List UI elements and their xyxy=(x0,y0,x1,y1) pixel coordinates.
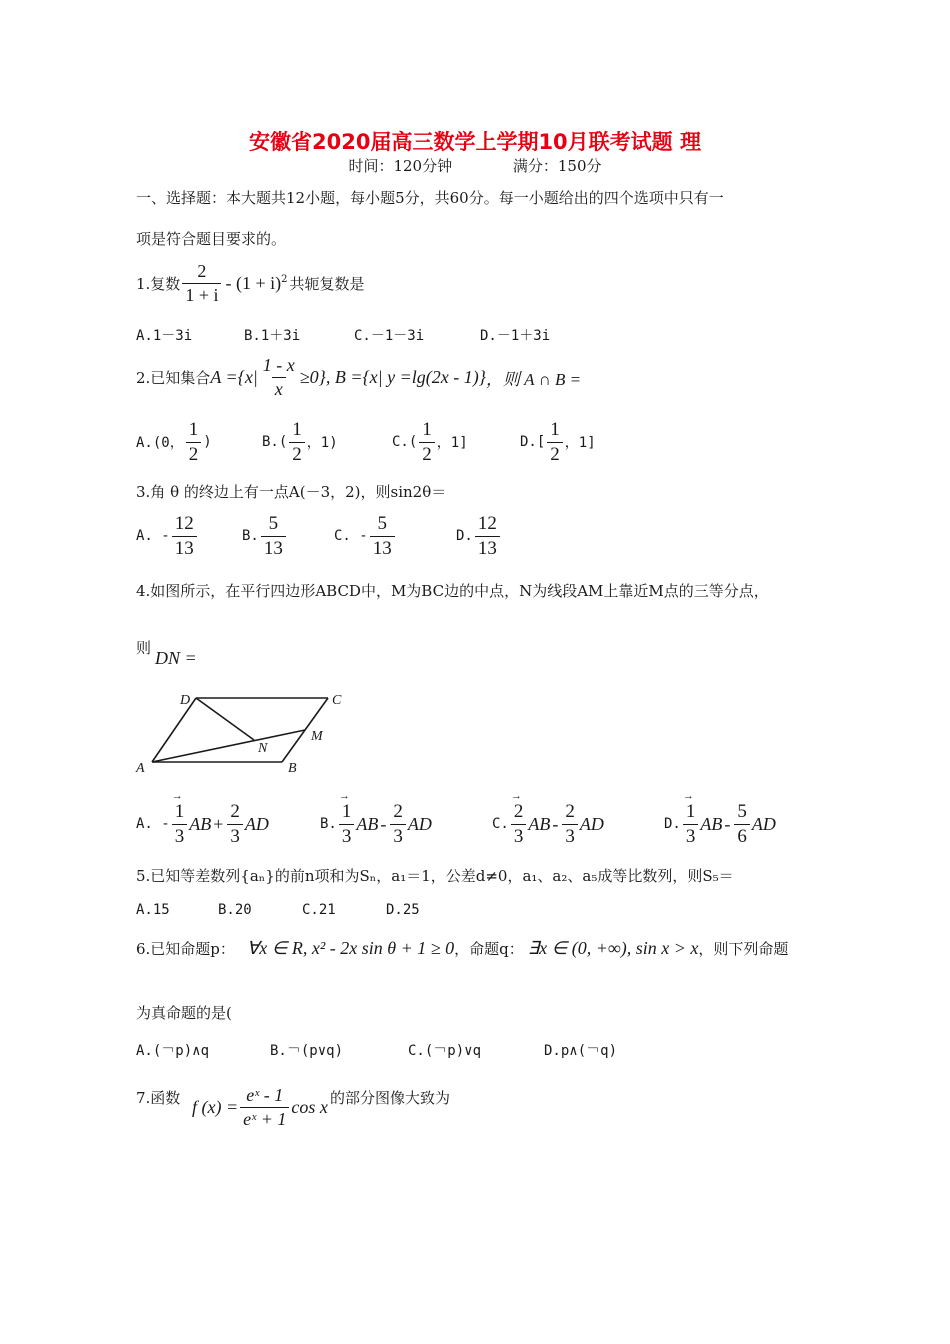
q7-lhs: f (x) = xyxy=(192,1096,239,1117)
q2-d-den: 2 xyxy=(547,442,563,465)
q4-d-frac1 xyxy=(683,802,699,847)
question-3: 3.角 θ 的终边上有一点A(－3，2)，则sin2θ＝ xyxy=(136,483,447,501)
q3-c-num: 5 xyxy=(377,513,387,534)
q2-suffix: ，则 A ∩ B = xyxy=(485,369,582,389)
q4-a-pre: A. - xyxy=(136,816,170,833)
q2-c-pre: C.( xyxy=(392,434,418,451)
section-heading: 一、选择题：本大题共12小题，每小题5分，共60分。每一小题给出的四个选项中只有一 xyxy=(136,189,724,207)
q2-c-fraction xyxy=(419,420,435,465)
q4-b-d2: 3 xyxy=(390,824,406,847)
q4-b-n2: 2 xyxy=(393,801,403,822)
page-title: 安徽省2020届高三数学上学期10月联考试题 理 xyxy=(249,130,701,154)
q4-a-d1: 3 xyxy=(172,824,188,847)
q6-option-a[interactable]: A.(￢p)∧q xyxy=(136,1043,210,1059)
q4-c-d1: 3 xyxy=(511,824,527,847)
q2-a-num: 1 xyxy=(188,419,199,440)
q4-c-n1: → 2 xyxy=(511,802,527,824)
q1-suffix: 共轭复数是 xyxy=(289,274,365,293)
label-a: A xyxy=(136,761,145,776)
q4-c-d2: 3 xyxy=(562,824,578,847)
q3-a-pre: A. - xyxy=(136,528,170,545)
q4-a-op: + xyxy=(213,813,224,834)
q3-option-b[interactable] xyxy=(242,514,288,559)
q4-b-pre: B. xyxy=(320,816,337,833)
q4-b-op: - xyxy=(380,813,387,834)
q4-c-n2: 2 xyxy=(565,801,575,822)
q4-option-a[interactable] xyxy=(136,802,269,847)
q4-a-frac1 xyxy=(172,802,188,847)
question-4: 4.如图所示，在平行四边形ABCD中，M为BC边的中点，N为线段AM上靠近M点的三等分点， xyxy=(136,582,769,600)
q3-a-fraction xyxy=(172,514,197,559)
q2-set-a-numerator: 1 - x xyxy=(262,355,295,375)
q4-c-frac1 xyxy=(511,802,527,847)
q4-d-op: - xyxy=(724,813,731,834)
q3-a-den: 13 xyxy=(172,536,197,559)
q4-b-frac2 xyxy=(390,802,406,847)
q4-c-frac2 xyxy=(562,802,578,847)
q4-d-frac2 xyxy=(734,802,750,847)
q2-set-a-left: A ={x| xyxy=(210,366,258,387)
q7-numerator: eˣ - 1 xyxy=(246,1085,284,1105)
q5-option-a[interactable]: A.15 xyxy=(136,902,170,918)
q4-c-op: - xyxy=(552,813,559,834)
q1-numerator: 2 xyxy=(197,261,207,281)
q7-cos: cos x xyxy=(291,1096,328,1117)
q2-d-num: 1 xyxy=(550,419,560,440)
question-6-cont: 为真命题的是( xyxy=(136,1004,232,1022)
q1-option-d[interactable]: D.－1＋3i xyxy=(480,328,551,344)
label-n: N xyxy=(258,741,268,756)
q2-option-a[interactable] xyxy=(136,420,212,465)
q2-a-fraction xyxy=(186,420,202,465)
segment-am xyxy=(152,730,305,762)
q6-proposition-p: ∀x ∈ R, x² - 2x sin θ + 1 ≥ 0 xyxy=(246,938,455,958)
q3-c-pre: C. - xyxy=(334,528,368,545)
q2-option-b[interactable] xyxy=(262,420,338,465)
q4-a-n2: 2 xyxy=(230,801,240,822)
q1-exponent: 2 xyxy=(281,273,288,285)
q2-b-num: 1 xyxy=(292,419,302,440)
q2-b-den: 2 xyxy=(289,442,305,465)
q2-b-post: ，1) xyxy=(306,435,338,452)
q4-b-n1: → 1 xyxy=(339,802,355,824)
q3-b-num: 5 xyxy=(268,513,279,534)
label-d: D xyxy=(180,693,191,708)
q4-c-v2: AD xyxy=(579,813,604,834)
q2-set-a-fraction xyxy=(260,356,298,399)
q4-option-b[interactable] xyxy=(320,802,432,847)
q4-a-frac2 xyxy=(227,802,243,847)
section-heading-cont: 项是符合题目要求的。 xyxy=(136,230,287,248)
segment-dn xyxy=(196,698,254,740)
q2-d-pre: D.[ xyxy=(520,434,546,451)
q1-denominator: 1 + i xyxy=(182,283,221,305)
q2-b-pre: B.( xyxy=(262,434,288,451)
label-b: B xyxy=(288,761,297,776)
q1-option-c[interactable]: C.－1－3i xyxy=(354,328,425,344)
q7-fraction xyxy=(240,1086,289,1129)
q4-d-d1: 3 xyxy=(683,824,699,847)
q2-set-a-denominator: x xyxy=(272,377,286,399)
q4-a-n1: → 1 xyxy=(172,802,188,824)
q4-d-n1: → 1 xyxy=(683,802,699,824)
q2-c-den: 2 xyxy=(419,442,435,465)
q7-denominator: eˣ + 1 xyxy=(240,1107,289,1129)
q6-option-c[interactable]: C.(￢p)∨q xyxy=(408,1043,482,1059)
exam-time: 时间：120分钟 xyxy=(348,157,453,175)
q7-function xyxy=(192,1086,328,1129)
q2-a-post: ) xyxy=(203,434,212,451)
question-5: 5.已知等差数列{aₙ}的前n项和为Sₙ，a₁＝1，公差d≠0，a₁、a₂、a₅成等比数列，则S₅＝ xyxy=(136,867,734,885)
q3-option-d[interactable] xyxy=(456,514,502,559)
q3-b-den: 13 xyxy=(261,536,286,559)
q4-d-d2: 6 xyxy=(734,824,750,847)
q4-d-v1: AB xyxy=(700,813,723,834)
q6-suffix: ，则下列命题 xyxy=(698,940,789,958)
q4-b-d1: 3 xyxy=(339,824,355,847)
label-c: C xyxy=(332,693,342,708)
q4-a-d2: 3 xyxy=(227,824,243,847)
q6-option-d[interactable]: D.p∧(￢q) xyxy=(544,1043,618,1059)
q6-proposition-q: ∃x ∈ (0, +∞), sin x > x xyxy=(527,938,699,958)
q2-d-fraction xyxy=(547,420,563,465)
label-m: M xyxy=(311,729,323,744)
q3-d-den: 13 xyxy=(475,536,500,559)
q3-option-a[interactable] xyxy=(136,514,199,559)
q3-d-num: 12 xyxy=(477,513,497,534)
q4-d-n2: 5 xyxy=(737,801,747,822)
q4-c-pre: C. xyxy=(492,816,509,833)
q3-d-pre: D. xyxy=(456,528,473,545)
q3-c-den: 13 xyxy=(370,536,395,559)
question-6 xyxy=(136,938,788,959)
q1-term: - (1 + i) xyxy=(225,272,282,293)
q6-prefix: 6.已知命题p： xyxy=(136,940,235,958)
q4-option-d[interactable] xyxy=(664,802,776,847)
q2-option-d[interactable] xyxy=(520,420,596,465)
q3-c-fraction xyxy=(370,514,395,559)
q6-mid: ，命题q： xyxy=(454,940,524,958)
q4-a-v1: AB xyxy=(189,813,212,834)
exam-info xyxy=(0,155,950,176)
q6-option-b[interactable]: B.￢(p∨q) xyxy=(270,1043,344,1059)
q3-b-fraction xyxy=(261,514,286,559)
exam-score: 满分：150分 xyxy=(512,157,602,175)
q1-prefix: 1.复数 xyxy=(136,274,181,293)
q4-b-v1: AB xyxy=(356,813,379,834)
question-2 xyxy=(136,356,581,399)
q2-option-c[interactable] xyxy=(392,420,468,465)
q1-option-a[interactable]: A.1－3i xyxy=(136,328,193,344)
q4-c-v1: AB xyxy=(528,813,551,834)
q2-a-den: 2 xyxy=(186,442,202,465)
q3-option-c[interactable] xyxy=(334,514,397,559)
q5-option-c[interactable]: C.21 xyxy=(302,902,336,918)
q4-d-pre: D. xyxy=(664,816,681,833)
q7-suffix: 的部分图像大致为 xyxy=(330,1089,451,1107)
parallelogram-figure xyxy=(130,686,350,778)
question-7: 7.函数 xyxy=(136,1089,181,1107)
q3-d-fraction xyxy=(475,514,500,559)
q3-b-pre: B. xyxy=(242,528,259,545)
q2-c-num: 1 xyxy=(422,419,432,440)
question-1 xyxy=(136,262,365,305)
q2-prefix: 2.已知集合 xyxy=(136,368,211,387)
question-4-cont: 则 xyxy=(136,639,152,657)
q4-expression: DN = xyxy=(155,648,197,668)
q2-b-fraction xyxy=(289,420,305,465)
q3-a-num: 12 xyxy=(174,513,194,534)
q4-b-v2: AD xyxy=(407,813,432,834)
q5-option-d[interactable]: D.25 xyxy=(386,902,420,918)
q4-a-v2: AD xyxy=(244,813,269,834)
q5-option-b[interactable]: B.20 xyxy=(218,902,252,918)
q4-b-frac1 xyxy=(339,802,355,847)
q4-option-c[interactable] xyxy=(492,802,604,847)
q2-a-pre: A.(0， xyxy=(136,435,184,452)
q1-fraction xyxy=(182,262,221,305)
q1-option-b[interactable]: B.1＋3i xyxy=(244,328,301,344)
q4-d-v2: AD xyxy=(751,813,776,834)
q2-set-b: ≥0}, B ={x| y =lg(2x - 1)} xyxy=(299,366,486,387)
q2-c-post: ，1] xyxy=(436,435,468,452)
q2-d-post: ，1] xyxy=(564,435,596,452)
